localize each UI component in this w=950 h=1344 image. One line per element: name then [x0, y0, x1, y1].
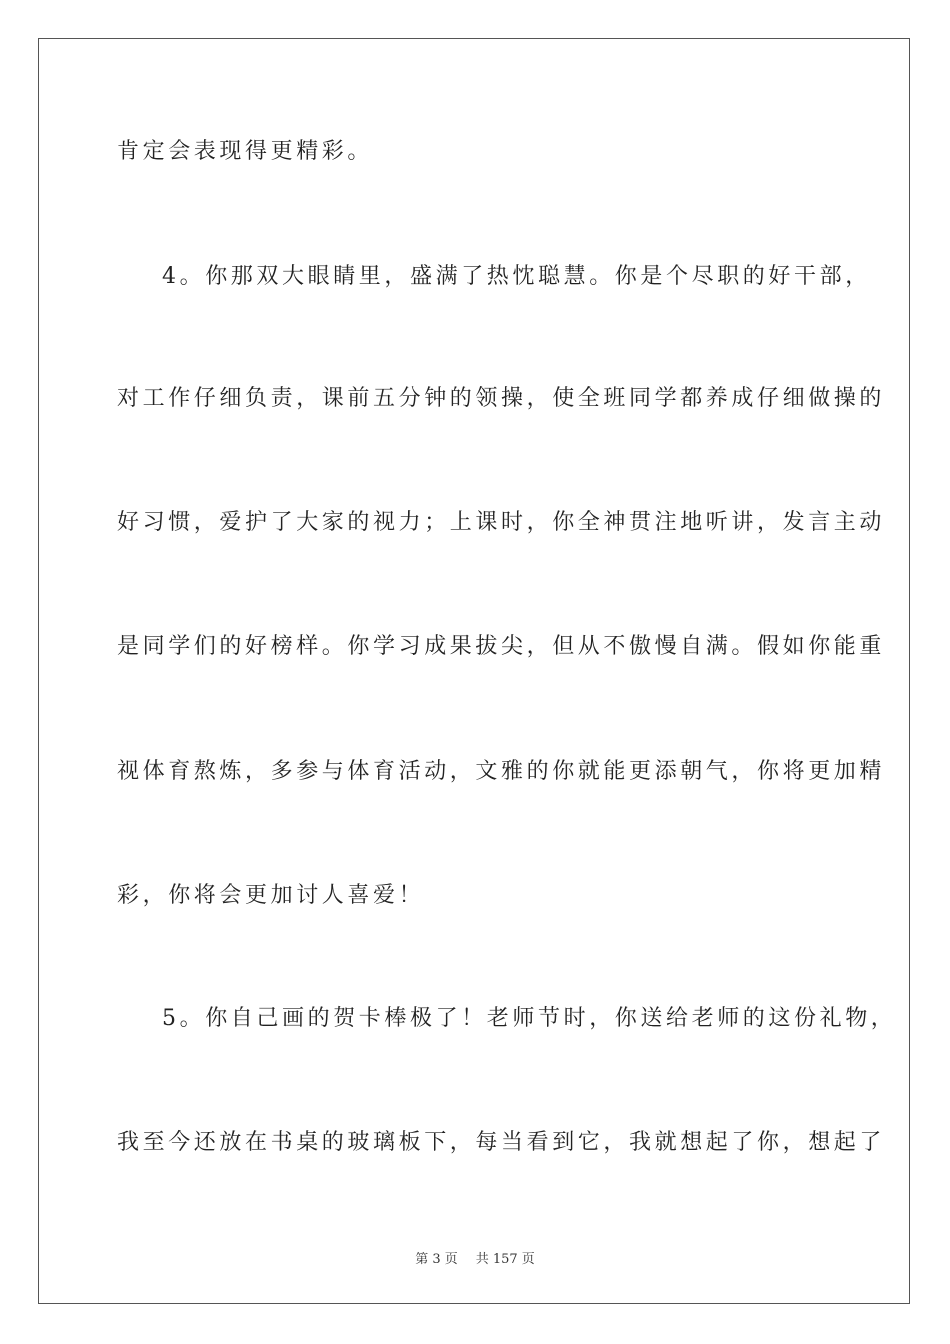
- page-number: 第 3 页: [415, 1252, 458, 1267]
- text-line-7: 彩，你将会更加讨人喜爱！: [117, 883, 425, 908]
- page-frame: [38, 38, 910, 1304]
- text-line-8: 5。你自己画的贺卡棒极了！老师节时，你送给老师的这份礼物，: [162, 1006, 897, 1031]
- text-line-9: 我至今还放在书桌的玻璃板下，每当看到它，我就想起了你，想起了: [117, 1130, 886, 1155]
- text-line-6: 视体育熬炼，多参与体育活动，文雅的你就能更添朝气，你将更加精: [117, 759, 886, 784]
- text-line-3: 对工作仔细负责，课前五分钟的领操，使全班同学都养成仔细做操的: [117, 386, 886, 411]
- total-pages: 共 157 页: [475, 1252, 535, 1267]
- text-line-5: 是同学们的好榜样。你学习成果拔尖，但从不傲慢自满。假如你能重: [117, 634, 886, 659]
- page-footer: [0, 1248, 950, 1267]
- text-line-4: 好习惯，爱护了大家的视力；上课时，你全神贯注地听讲，发言主动: [117, 510, 886, 535]
- text-line-1: 肯定会表现得更精彩。: [117, 139, 374, 164]
- text-line-2: 4。你那双大眼睛里，盛满了热忱聪慧。你是个尽职的好干部，: [162, 264, 871, 289]
